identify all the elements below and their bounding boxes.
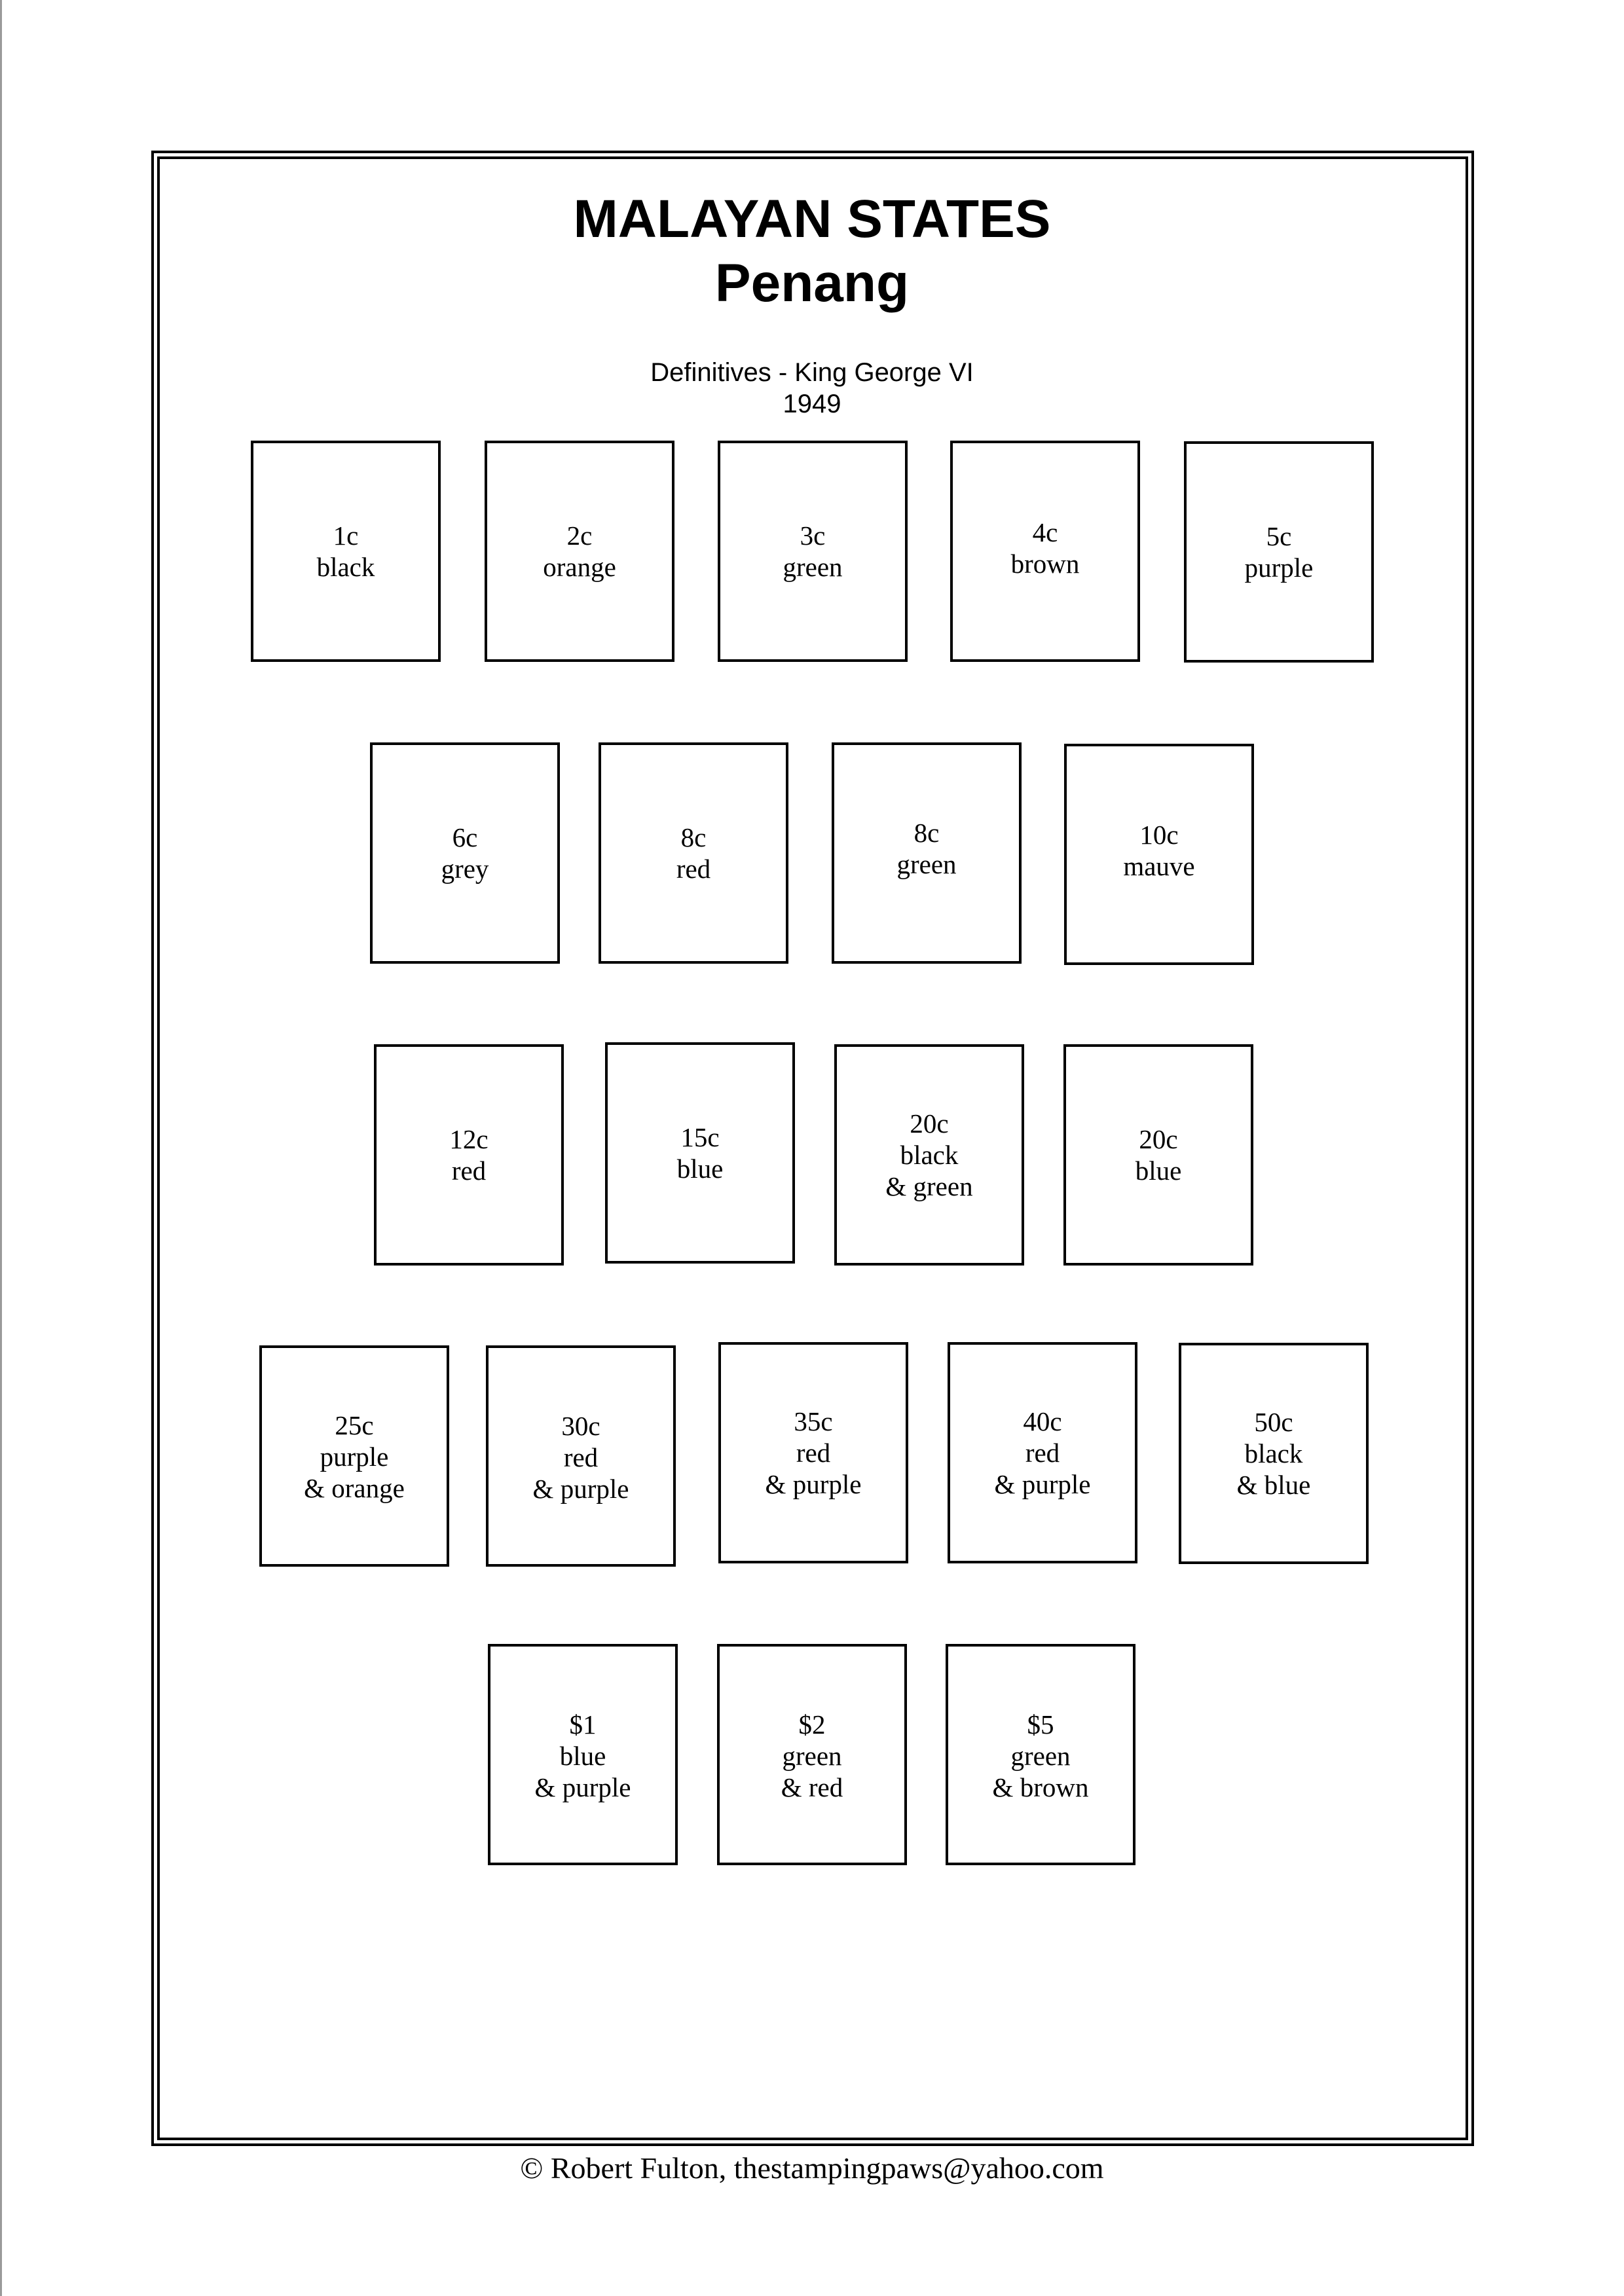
stamp-slot [948, 1342, 1137, 1563]
stamp-slot [486, 1345, 676, 1567]
stamp-slot [718, 441, 908, 662]
stamp-color: purple [320, 1442, 389, 1472]
series-caption: Definitives - King George VI [650, 358, 974, 387]
stamp-value: 5c [1266, 521, 1292, 551]
stamp-label [1066, 1123, 1251, 1186]
stamp-value: 20c [1139, 1124, 1178, 1154]
stamp-value: 3c [800, 520, 826, 551]
stamp-color-secondary: & brown [992, 1772, 1089, 1802]
stamp-label [1181, 1406, 1366, 1501]
stamp-color: blue [676, 1154, 724, 1184]
stamp-color: purple [1244, 553, 1314, 583]
stamp-slot [251, 441, 441, 662]
stamp-color: blue [559, 1741, 606, 1771]
stamp-color: red [563, 1442, 599, 1472]
stamp-value: 30c [561, 1411, 600, 1441]
stamp-label [373, 822, 557, 884]
stamp-value: 1c [333, 520, 359, 551]
stamp-label [1067, 819, 1251, 882]
stamp-label [1187, 520, 1371, 583]
page-subtitle: Penang [714, 253, 910, 313]
stamp-color: black [316, 552, 375, 582]
stamp-value: 35c [794, 1406, 833, 1436]
stamp-label [489, 1410, 673, 1504]
stamp-label [377, 1123, 561, 1186]
stamp-color: orange [543, 552, 616, 582]
stamp-label [950, 1406, 1135, 1500]
stamp-color: blue [1135, 1156, 1182, 1186]
stamp-color-secondary: & blue [1236, 1470, 1311, 1500]
stamp-slot [718, 1342, 908, 1563]
stamp-color: red [796, 1438, 831, 1468]
stamp-color: black [900, 1140, 959, 1170]
stamp-value: 2c [566, 520, 593, 551]
stamp-color-secondary: & purple [534, 1772, 631, 1802]
stamp-slot [605, 1042, 795, 1264]
stamp-label [490, 1709, 675, 1803]
stamp-value: $1 [569, 1709, 597, 1740]
stamp-value: $2 [798, 1709, 826, 1740]
stamp-color-secondary: & red [781, 1772, 843, 1802]
stamp-color-secondary: & purple [765, 1469, 862, 1499]
stamp-value: 25c [335, 1410, 374, 1440]
stamp-color: green [1010, 1741, 1071, 1771]
stamp-color: black [1244, 1438, 1303, 1468]
stamp-slot [374, 1044, 564, 1266]
page-title: MALAYAN STATES [573, 189, 1051, 249]
stamp-slot [488, 1644, 678, 1865]
stamp-label [837, 1108, 1022, 1202]
stamp-slot [599, 742, 788, 964]
year-caption: 1949 [783, 390, 841, 418]
stamp-value: 50c [1254, 1407, 1293, 1437]
stamp-slot [1179, 1343, 1369, 1564]
stamp-slot [832, 742, 1022, 964]
stamp-label [721, 1406, 906, 1500]
stamp-slot [717, 1644, 907, 1865]
stamp-label [608, 1121, 792, 1184]
stamp-value: 12c [449, 1124, 489, 1154]
stamp-label [487, 520, 672, 583]
stamp-slot [485, 441, 674, 662]
stamp-color: brown [1010, 549, 1080, 579]
page-edge [0, 0, 2, 2296]
stamp-label [720, 520, 905, 583]
stamp-label [948, 1709, 1133, 1803]
stamp-slot [259, 1345, 449, 1567]
stamp-color: green [896, 849, 957, 879]
stamp-value: 40c [1023, 1406, 1062, 1436]
stamp-color-secondary: & orange [304, 1473, 405, 1503]
stamp-label [253, 520, 438, 583]
stamp-value: 8c [680, 822, 707, 852]
stamp-label [720, 1709, 904, 1803]
stamp-color-secondary: & purple [532, 1474, 629, 1504]
stamp-color: grey [441, 854, 489, 884]
stamp-slot [950, 441, 1140, 662]
stamp-value: 20c [910, 1108, 949, 1139]
stamp-slot [1064, 744, 1254, 965]
stamp-label [601, 822, 786, 884]
stamp-color: red [676, 854, 711, 884]
stamp-value: 8c [913, 818, 940, 848]
stamp-slot [1063, 1044, 1253, 1266]
stamp-value: 6c [452, 822, 478, 852]
stamp-color: green [782, 1741, 842, 1771]
stamp-label [834, 817, 1019, 880]
stamp-color: red [451, 1156, 487, 1186]
stamp-slot [370, 742, 560, 964]
stamp-value: 10c [1139, 820, 1179, 850]
stamp-label [262, 1410, 447, 1504]
stamp-color-secondary: & green [885, 1171, 973, 1201]
stamp-color: mauve [1123, 851, 1195, 881]
stamp-value: $5 [1027, 1709, 1054, 1740]
stamp-slot [1184, 441, 1374, 663]
stamp-value: 4c [1032, 517, 1058, 547]
stamp-value: 15c [680, 1122, 720, 1152]
stamp-color-secondary: & purple [994, 1469, 1091, 1499]
copyright-footer: © Robert Fulton, thestampingpaws@yahoo.com [520, 2151, 1104, 2185]
stamp-slot [834, 1044, 1024, 1266]
stamp-color: green [783, 552, 843, 582]
stamp-slot [946, 1644, 1135, 1865]
stamp-label [953, 517, 1137, 579]
stamp-color: red [1025, 1438, 1060, 1468]
